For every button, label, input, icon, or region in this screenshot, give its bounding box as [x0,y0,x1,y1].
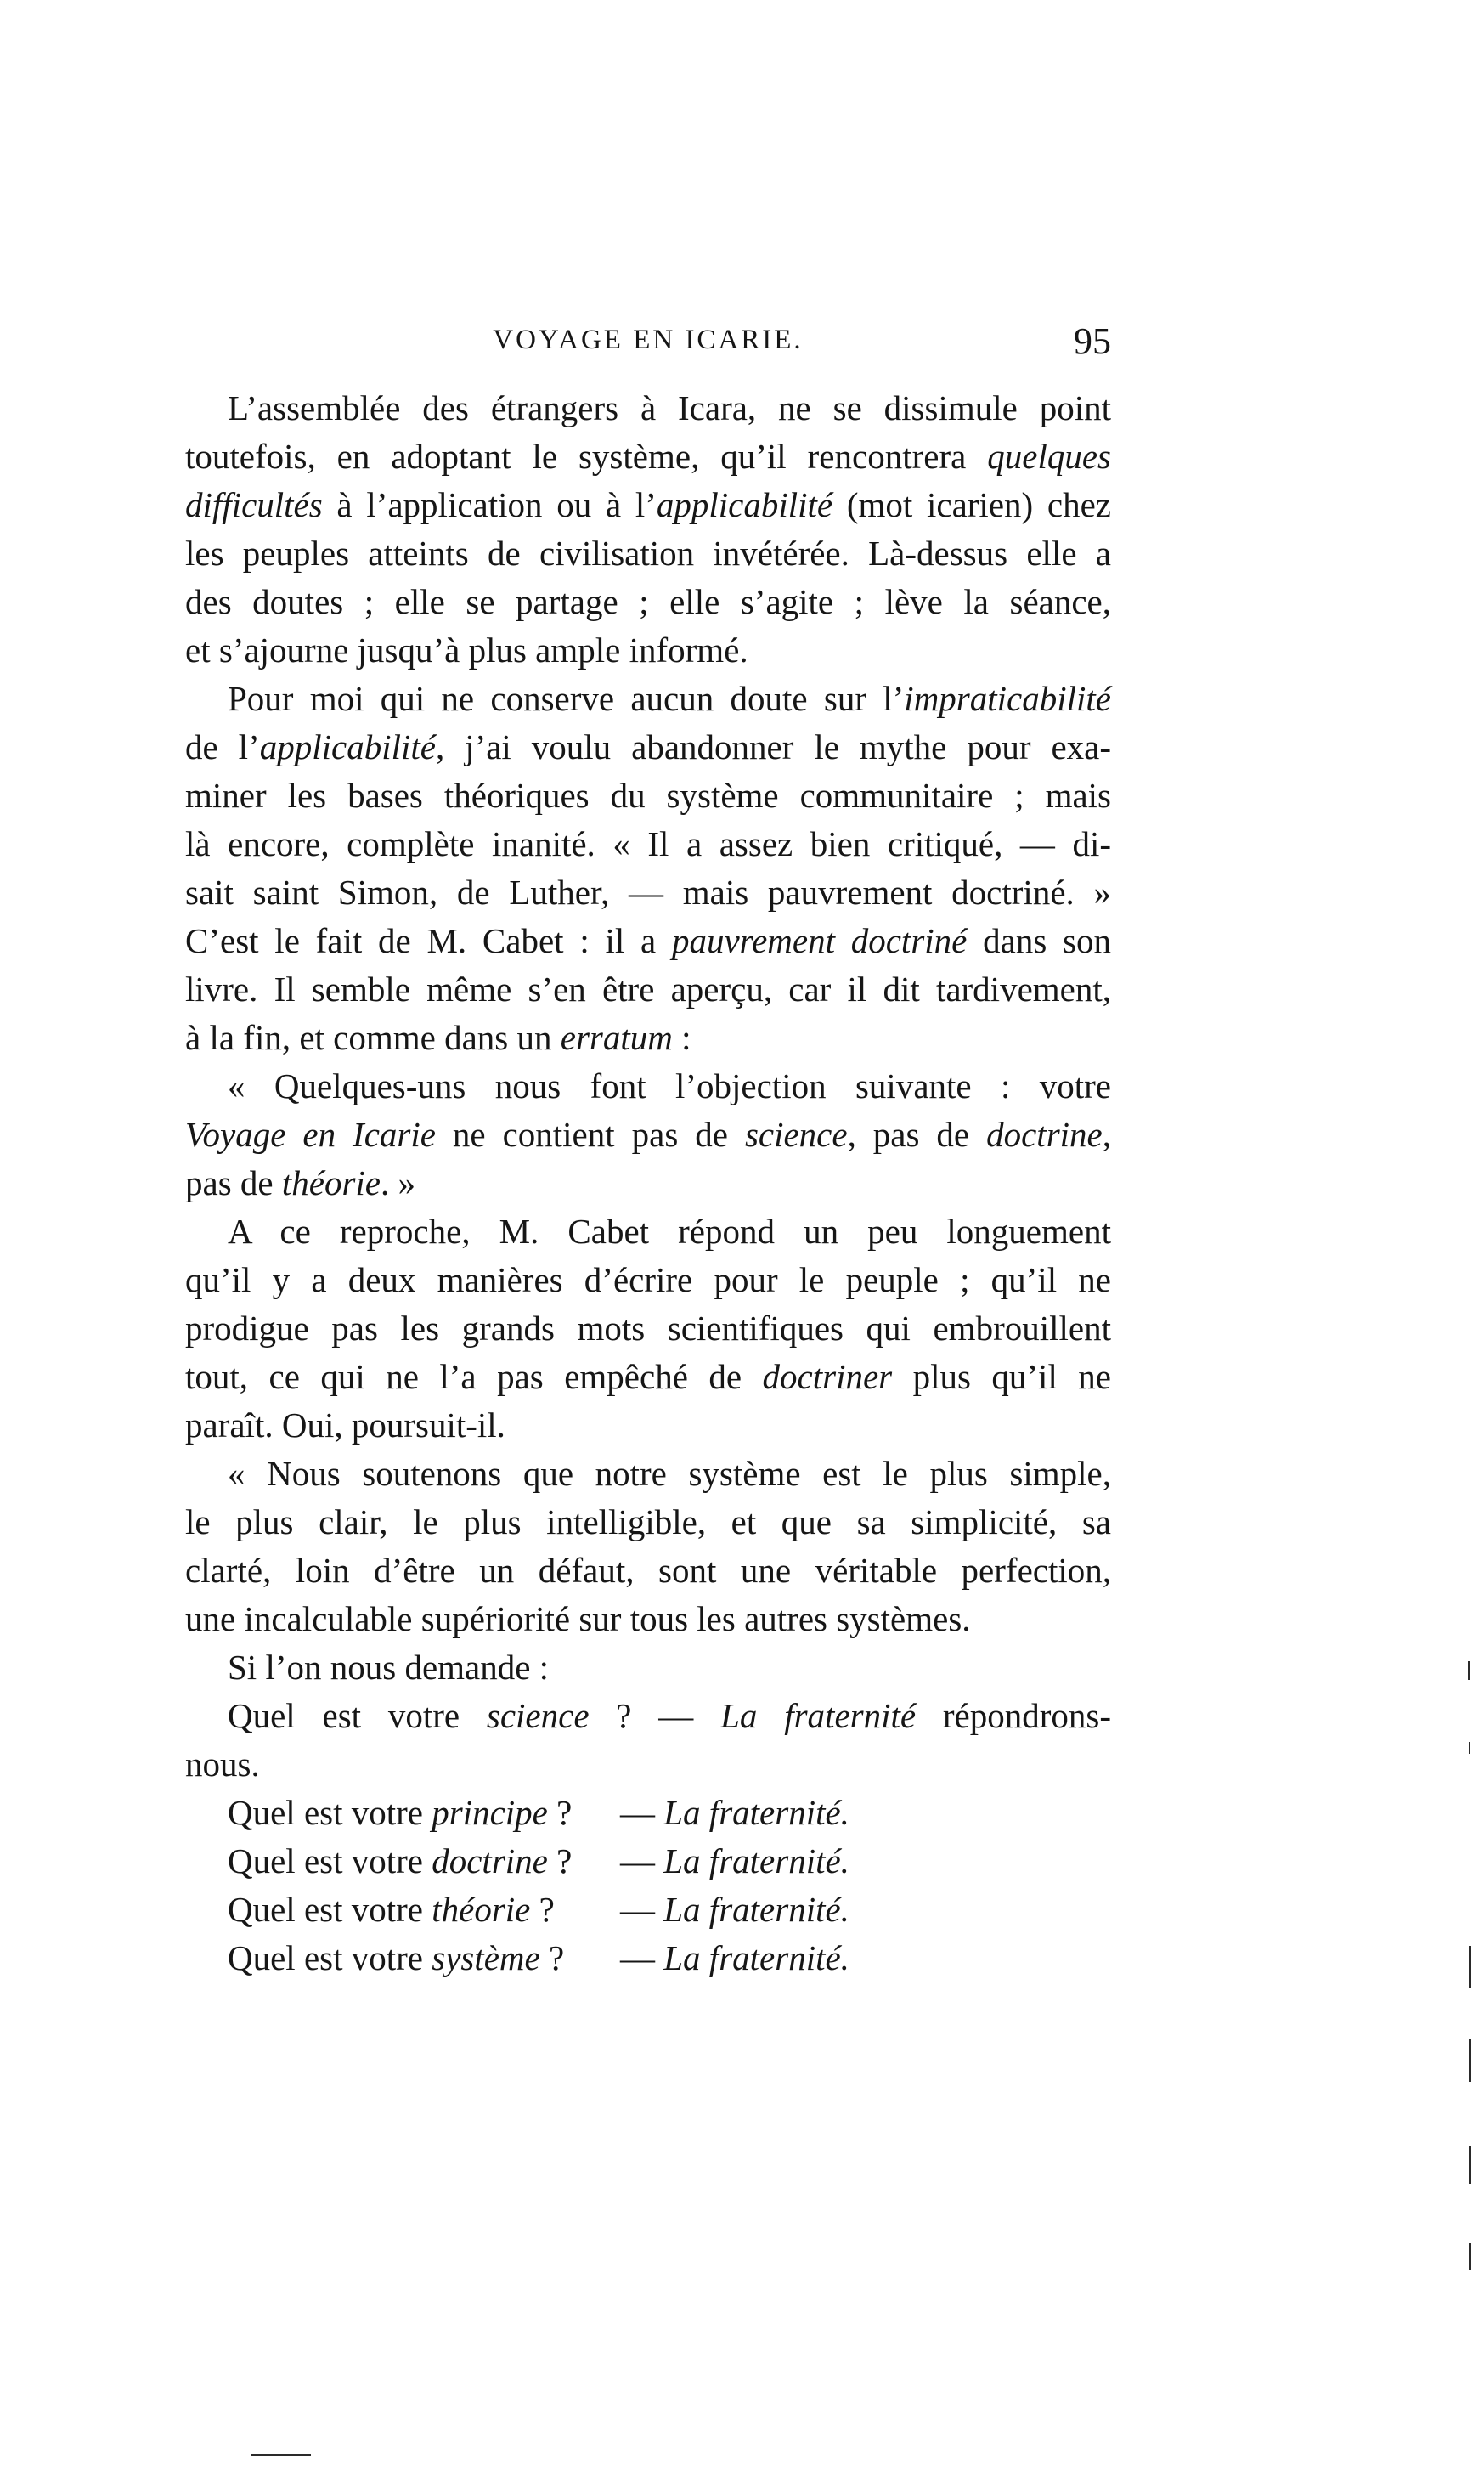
text-run: — [620,1793,664,1832]
paragraph-4 [185,1207,1111,1450]
text-run: ? [539,1938,565,1977]
paragraph-5 [185,1450,1111,1643]
text-run: pas de [185,1163,282,1202]
text-run: . » [381,1163,415,1202]
text-line: là encore, complète inanité. « Il a assez bien critiqué, — di- [185,824,1111,863]
answer [620,1837,849,1886]
text-line: le plus clair, le plus intelligible, et que sa simplicité, sa [185,1502,1111,1541]
qa-line [185,1934,1111,1982]
text-run: Quel est votre [228,1890,432,1929]
italic-run: La fraternité. [663,1793,849,1832]
text-run: tout, ce qui ne l’a pas empêché de [185,1357,763,1396]
text-run: ? [547,1793,573,1832]
italic-run: science [744,1115,848,1154]
running-title: VOYAGE EN ICARIE. [493,325,804,355]
qa-list [185,1789,1111,1982]
text-line [185,1692,1111,1740]
text-line [185,433,1111,481]
scan-mark [1468,1661,1470,1680]
scan-mark [1469,1946,1471,1988]
answer [620,1934,849,1982]
italic-run: doctrine [432,1841,548,1880]
text-line: livre. Il semble même s’en être aperçu, car il dit tardivement, [185,970,1111,1009]
text-run: plus qu’il ne [892,1357,1112,1396]
paragraph-6 [185,1643,1111,1692]
italic-run: principe [432,1793,548,1832]
qa-line [185,1886,1111,1934]
text-line [185,1353,1111,1401]
text-run: dans son [967,921,1111,960]
text-run: , j’ai voulu abandonner le mythe pour exa- [435,727,1112,766]
italic-run: Voyage en Icarie [185,1115,436,1154]
text-line [185,917,1111,965]
text-line: une incalculable supériorité sur tous les autres systèmes. [185,1599,971,1638]
text-line [185,1111,1111,1159]
text-run: , [1102,1115,1111,1154]
text-run: , pas de [847,1115,987,1154]
italic-run: erratum [560,1018,673,1057]
text-run: ? [530,1890,555,1929]
italic-run: applicabilité [259,727,436,766]
text-run: toutefois, en adoptant le système, qu’il rencontrera [185,437,988,476]
text-line: nous. [185,1744,260,1784]
scan-mark [251,2454,311,2456]
text-line: les peuples atteints de civilisation invétérée. Là-dessus elle a [185,534,1111,573]
text-line: Si l’on nous demande : [228,1648,550,1687]
page-number: 95 [1074,320,1111,362]
text-run: Pour moi qui ne conserve aucun doute sur l’ [228,679,905,718]
italic-run: doctrine [986,1115,1103,1154]
text-line [185,1014,1111,1062]
text-line: des doutes ; elle se partage ; elle s’agite ; lève la séance, [185,582,1111,621]
running-head [185,320,1111,376]
text-line: A ce reproche, M. Cabet répond un peu longuement [228,1212,1111,1251]
paragraph-7 [185,1692,1111,1789]
text-line: qu’il y a deux manières d’écrire pour le peuple ; qu’il ne [185,1260,1111,1299]
paragraph-1 [185,384,1111,675]
italic-run: applicabilité [656,485,833,524]
paragraph-2 [185,675,1111,1062]
text-run: — [620,1938,664,1977]
text-line: sait saint Simon, de Luther, — mais pauvrement doctriné. » [185,873,1111,912]
page-body [185,384,1111,1982]
italic-run: théorie [432,1890,531,1929]
text-run: répondrons- [916,1696,1111,1735]
italic-run: science [486,1696,590,1735]
qa-line [185,1789,1111,1837]
text-line [185,675,1111,723]
italic-run: difficultés [185,485,323,524]
text-run: — [620,1841,664,1880]
text-run: ne contient pas de [435,1115,745,1154]
text-run: à l’application ou à l’ [322,485,657,524]
text-line: miner les bases théoriques du système communitaire ; mais [185,776,1111,815]
text-run: : [672,1018,691,1057]
italic-run: pauvrement doctriné [671,921,968,960]
qa-line [185,1837,1111,1886]
text-run: Quel est votre [228,1938,432,1977]
text-line [185,1159,1111,1207]
text-run: — [620,1890,664,1929]
text-line: « Nous soutenons que notre système est le plus simple, [228,1454,1111,1493]
italic-run: impraticabilité [904,679,1111,718]
text-line: et s’ajourne jusqu’à plus ample informé. [185,630,748,670]
paragraph-3 [185,1062,1111,1207]
scan-mark [1469,2039,1471,2082]
italic-run: doctriner [762,1357,893,1396]
scan-mark [1469,1742,1470,1754]
italic-run: théorie [281,1163,381,1202]
text-run: à la fin, et comme dans un [185,1018,561,1057]
text-line: prodigue pas les grands mots scientifiques qui embrouillent [185,1309,1111,1348]
text-line: clarté, loin d’être un défaut, sont une véritable perfection, [185,1551,1111,1590]
question [228,1789,620,1837]
question [228,1886,620,1934]
italic-run: La fraternité. [663,1938,849,1977]
italic-run: quelques [987,437,1111,476]
italic-run: La fraternité [720,1696,917,1735]
text-run: Quel est votre [228,1696,487,1735]
text-line: paraît. Oui, poursuit-il. [185,1405,505,1445]
answer [620,1886,849,1934]
text-run: ? [547,1841,573,1880]
text-run: (mot icarien) chez [832,485,1111,524]
text-run: C’est le fait de M. Cabet : il a [185,921,672,960]
answer [620,1789,849,1837]
text-run: Quel est votre [228,1793,432,1832]
text-run: ? — [589,1696,721,1735]
text-line [185,723,1111,772]
text-line [185,481,1111,529]
italic-run: La fraternité. [663,1890,849,1929]
text-run: de l’ [185,727,260,766]
italic-run: système [432,1938,540,1977]
question [228,1837,620,1886]
scan-mark [1469,2243,1471,2270]
question [228,1934,620,1982]
text-line: L’assemblée des étrangers à Icara, ne se dissimule point [228,388,1111,427]
text-run: Quel est votre [228,1841,432,1880]
italic-run: La fraternité. [663,1841,849,1880]
scan-mark [1469,2146,1471,2184]
text-line: « Quelques-uns nous font l’objection suivante : votre [228,1066,1111,1105]
